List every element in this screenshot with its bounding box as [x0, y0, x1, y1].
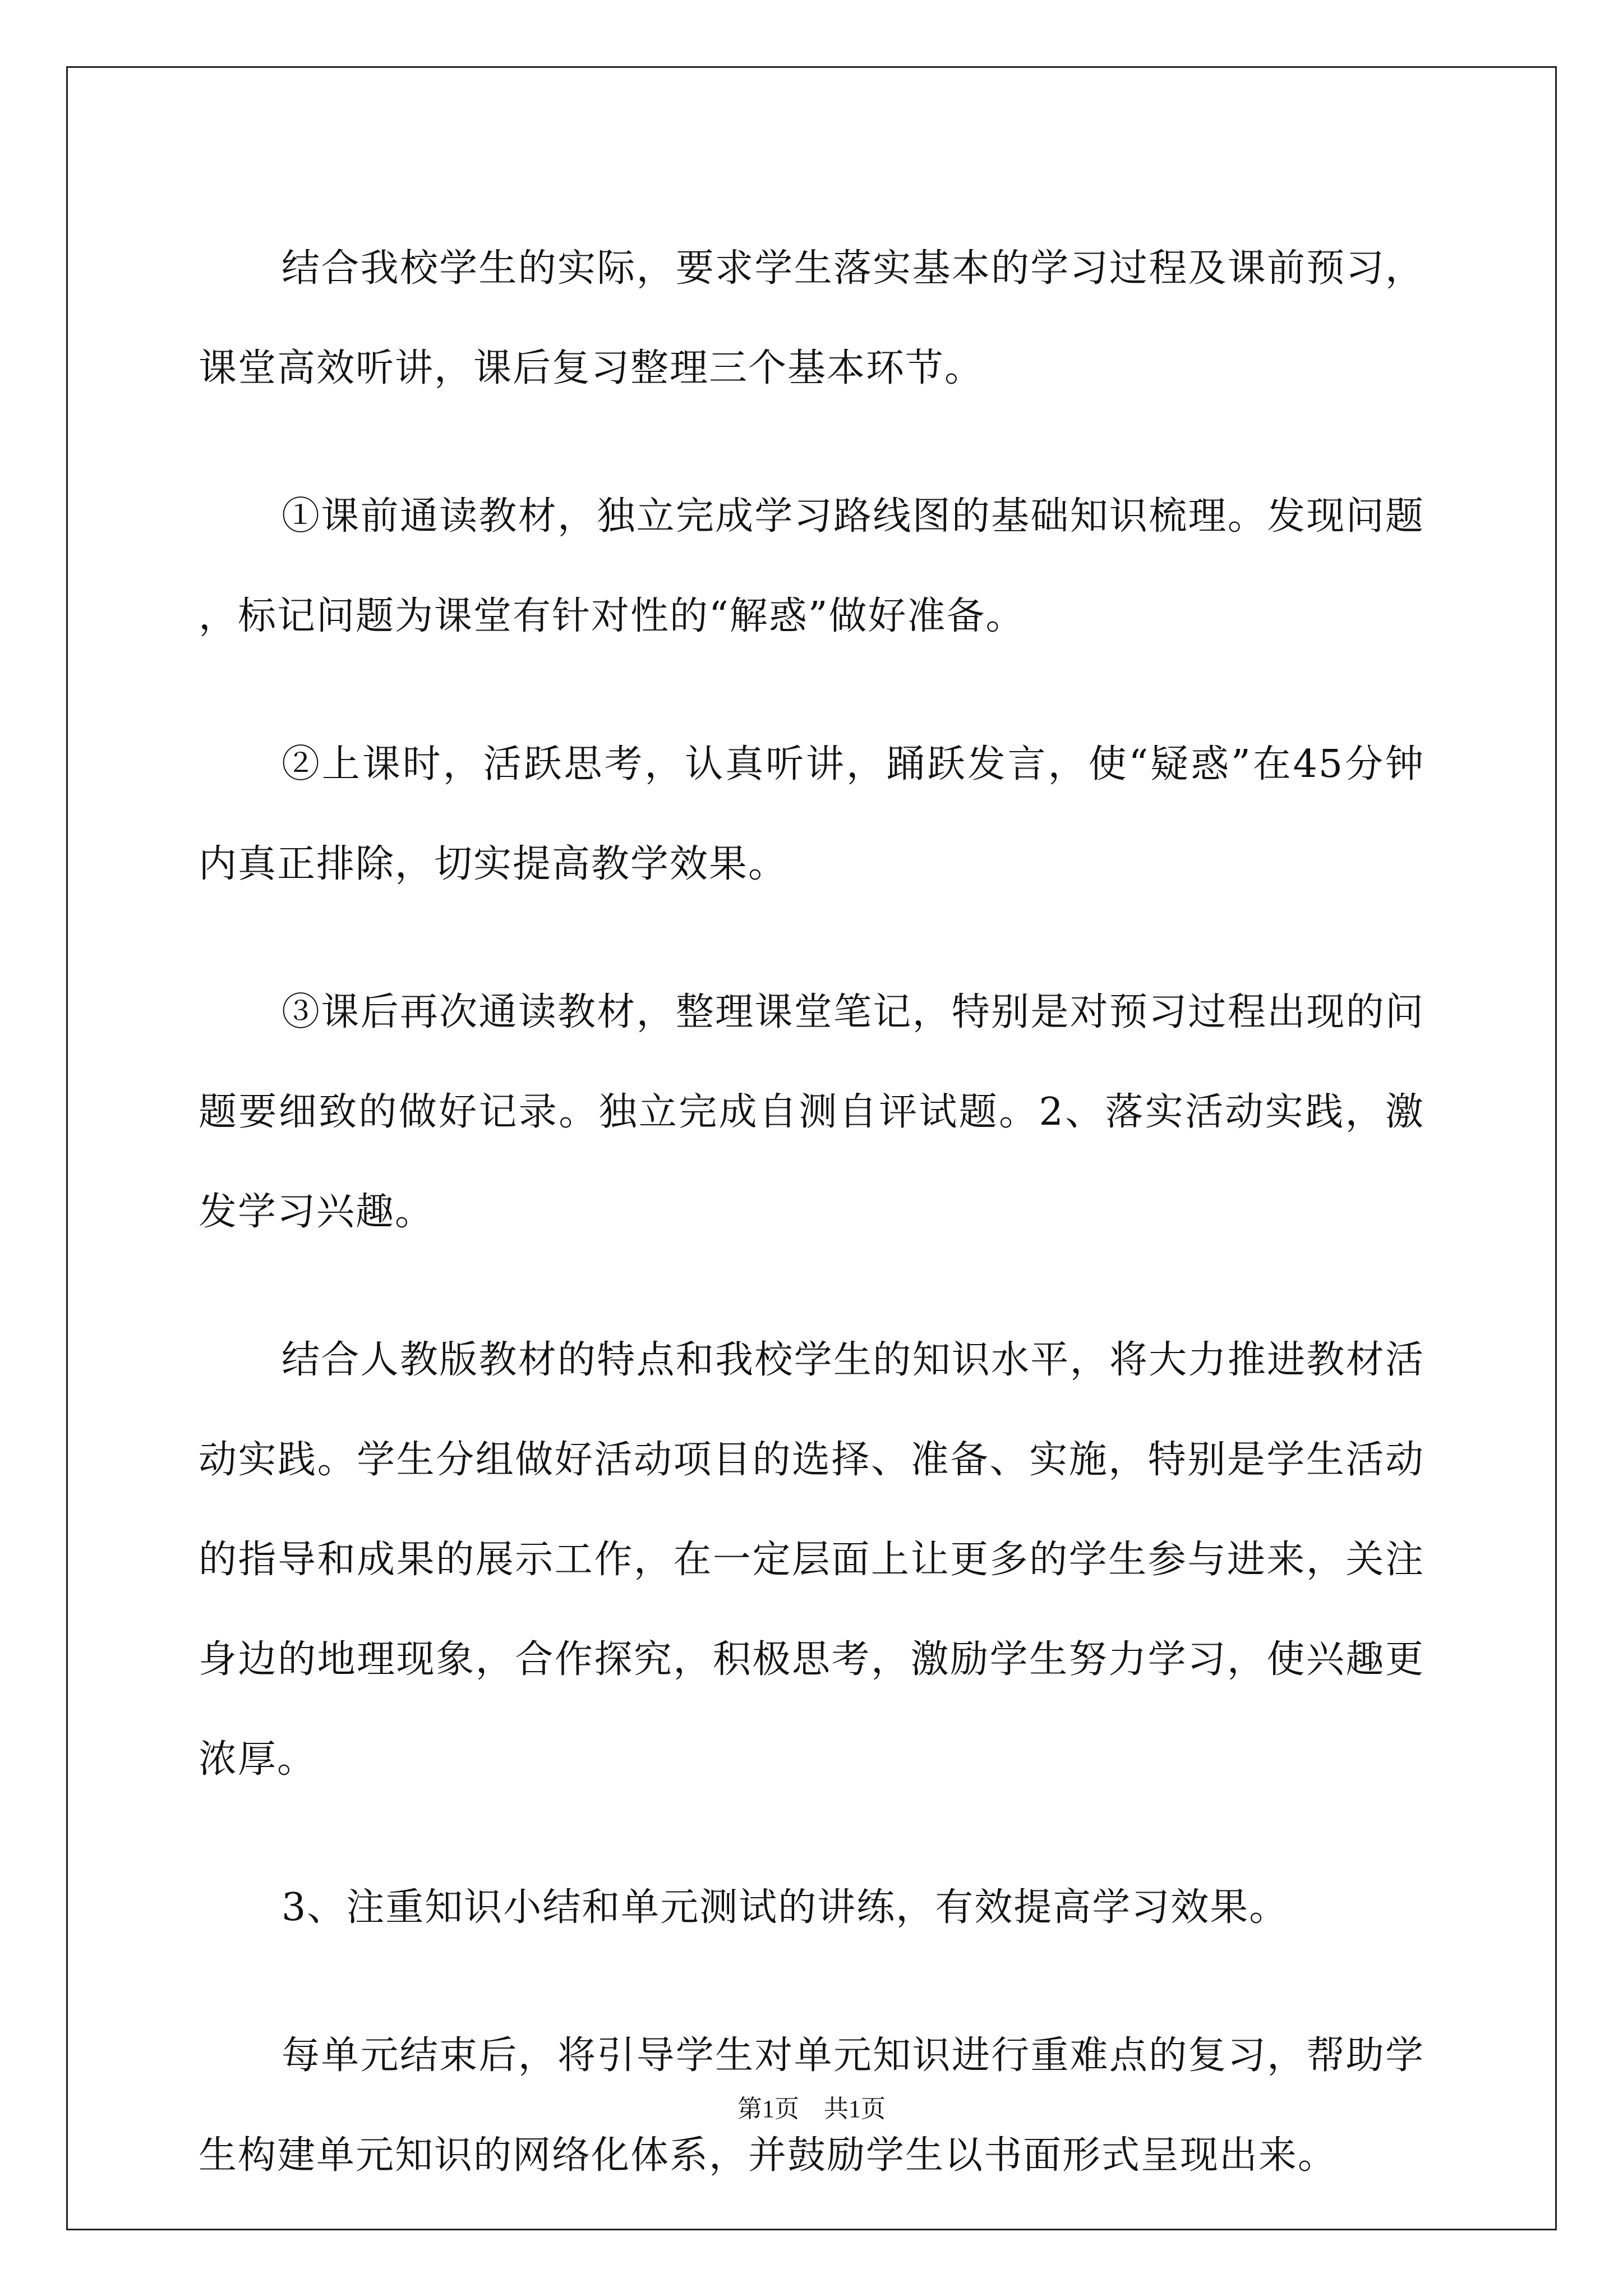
paragraph: ③课后再次通读教材，整理课堂笔记，特别是对预习过程出现的问题要细致的做好记录。独立完成自测自评试题。2、落实活动实践，激发学习兴趣。: [199, 990, 1424, 1234]
paragraph: ①课前通读教材，独立完成学习路线图的基础知识梳理。发现问题，标记问题为课堂有针对性的“解惑”做好准备。: [199, 494, 1424, 638]
paragraph: 结合我校学生的实际，要求学生落实基本的学习过程及课前预习，课堂高效听讲，课后复习整理三个基本环节。: [199, 246, 1424, 390]
paragraph: 3、注重知识小结和单元测试的讲练，有效提高学习效果。: [282, 1885, 1289, 1930]
page-footer: 第1页 共1页: [737, 2095, 886, 2123]
document-body: [199, 219, 1424, 2254]
paragraph: 每单元结束后，将引导学生对单元知识进行重难点的复习，帮助学生构建单元知识的网络化体系，并鼓励学生以书面形式呈现出来。: [199, 2033, 1424, 2178]
paragraph: ②上课时，活跃思考，认真听讲，踊跃发言，使“疑惑”在45分钟内真正排除，切实提高教学效果。: [199, 742, 1424, 886]
paragraph: 结合人教版教材的特点和我校学生的知识水平，将大力推进教材活动实践。学生分组做好活动项目的选择、准备、实施，特别是学生活动的指导和成果的展示工作，在一定层面上让更多的学生参与进来，关注身边的地理现象，合作探究，积极思考，激励学生努力学习，使兴趣更浓厚。: [199, 1338, 1424, 1782]
